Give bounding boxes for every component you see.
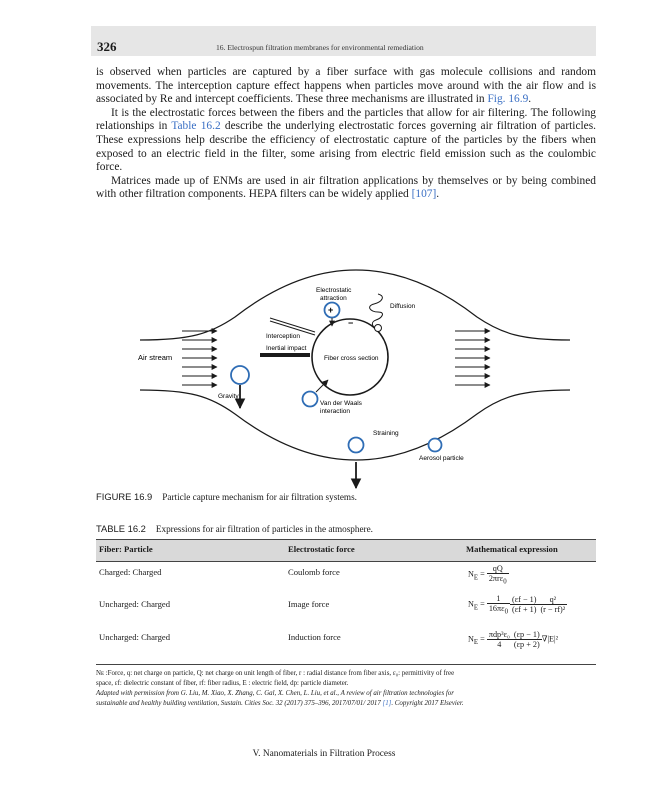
formula-eq: = [478, 569, 487, 579]
table-header-pair: Fiber: Particle [99, 544, 153, 554]
fraction-right-denominator: (r − rf)² [540, 605, 566, 615]
formula-lhs: N [468, 599, 474, 609]
table-note-line-3: Adapted with permission from G. Liu, M. Xiao, X. Zhang, C. Gal, X. Chen, L. Liu, et al., A review of air filtration technologies for [96, 690, 454, 697]
aerosol-particle [429, 439, 442, 452]
fraction-denominator-base: 16πε [488, 604, 505, 613]
formula-image [468, 594, 567, 616]
fraction-middle [512, 630, 542, 649]
table-caption-text: Expressions for air filtration of particles in the atmosphere. [155, 524, 373, 534]
label-vdw-2: interaction [320, 408, 350, 415]
paragraph-3-end: . [436, 188, 440, 201]
paragraph-2-text-b: describe the underlying electrostatic forces governing air filtration of particles. These expressions help describe the efficiency of electrostatic capture of the particles by the fibers when exposed to an electric field in the filter, some arising from electric field emission such as the coulombic force. [96, 120, 597, 174]
label-aerosol: Aerosol particle [419, 455, 464, 462]
fraction [487, 564, 509, 586]
paragraph-3 [96, 175, 596, 202]
table-note-line-2: space, εf: dielectric constant of fiber, rf: fiber radius, E : electric field, dp: particle diameter. [96, 680, 349, 687]
figure-caption [96, 491, 357, 502]
formula-lhs-sub: E [473, 574, 479, 582]
table-row-3-pair: Uncharged: Charged [99, 632, 171, 642]
fraction-middle-numerator: (εp − 1) [513, 630, 540, 639]
table-row-3-force: Induction force [288, 632, 341, 642]
fraction-right-numerator: q² [538, 595, 567, 605]
fraction-numerator: πdp³ε₀ [488, 630, 510, 639]
table-row-2-force: Image force [288, 599, 330, 609]
figure-link[interactable]: Fig. 16.9 [487, 93, 529, 106]
paragraph-1-end: . [528, 93, 532, 106]
running-head: 16. Electrospun filtration membranes for environmental remediation [216, 43, 424, 52]
interception-line [270, 318, 315, 332]
table-note [96, 669, 596, 709]
fraction-denominator-sub: 0 [503, 578, 507, 586]
table-link[interactable]: Table 16.2 [171, 120, 221, 133]
diffusion-particle [375, 325, 382, 332]
formula-induction [468, 630, 558, 649]
fraction-denominator [487, 604, 510, 616]
formula-lhs-sub: E [473, 604, 479, 612]
section-footer: V. Nanomaterials in Filtration Process [252, 749, 396, 759]
table-caption [96, 523, 373, 534]
table-header-force: Electrostatic force [288, 544, 355, 554]
fraction [487, 594, 510, 616]
label-attraction: attraction [320, 295, 347, 302]
table-row-2-pair: Uncharged: Charged [99, 599, 171, 609]
label-air-stream: Air stream [138, 353, 173, 362]
formula-lhs: N [468, 569, 474, 579]
label-electrostatic: Electrostatic [316, 287, 352, 294]
left-arrows [182, 331, 217, 385]
formula-lhs-sub: E [473, 639, 479, 647]
formula-eq: = [478, 634, 487, 644]
table-bottom-rule [96, 664, 596, 665]
label-interception: Interception [266, 333, 300, 340]
label-plus: + [328, 305, 334, 315]
fraction-denominator-base: 2πrε [488, 574, 504, 583]
table-header-expression: Mathematical expression [466, 544, 558, 554]
formula-lhs: N [468, 634, 474, 644]
label-minus: − [348, 318, 354, 328]
right-arrows [455, 331, 490, 385]
fraction-middle-numerator: (εf − 1) [512, 595, 537, 605]
table-row-1-force: Coulomb force [288, 567, 340, 577]
fraction-denominator: 4 [497, 640, 502, 649]
body-text [96, 66, 596, 202]
fraction-denominator-sub: 0 [504, 608, 508, 616]
label-diffusion: Diffusion [390, 303, 416, 310]
formula-coulomb [468, 564, 509, 586]
note-reference-link[interactable]: [1] [382, 700, 392, 707]
fraction [487, 630, 512, 649]
paragraph-3-text: Matrices made up of ENMs are used in air filtration applications by themselves or by being combined with other filtration components. HEPA filters can be widely applied [96, 174, 596, 201]
figure-caption-label: FIGURE 16.9 [96, 491, 153, 502]
paragraph-2 [96, 107, 596, 175]
figure-caption-text: Particle capture mechanism for air filtration systems. [162, 492, 357, 502]
vdw-particle [303, 392, 318, 407]
straining-particle [349, 438, 364, 453]
formula-tail: ∇|E|² [541, 634, 559, 644]
reference-link[interactable]: [107] [411, 188, 437, 201]
fraction-denominator [487, 574, 509, 586]
paragraph-1 [96, 66, 596, 107]
fraction-numerator: qQ [487, 564, 509, 574]
formula-eq: = [478, 599, 487, 609]
label-gravity: Gravity [218, 393, 239, 400]
diffusion-path [370, 294, 383, 328]
paragraph-2-text-a: It is the electrostatic forces between the fibers and the particles that allow for air filtering. The following relationships in [96, 106, 596, 133]
table-note-line-4-text: sustainable and healthy building ventilation, Sustain. Cities Soc. 32 (2017) 375–396, 2017/07/01/ 2017 [96, 700, 383, 707]
fraction-right [538, 595, 567, 614]
table-note-line-4 [96, 699, 596, 709]
gravity-particle [231, 366, 249, 384]
fraction-middle [510, 595, 538, 614]
paragraph-1-text: is observed when particles are captured by a fiber surface with gas molecule collisions and random movements. The interception capture effect happens when particles move around with the air flow and is associated by Re and intercept coefficients. These three mechanisms are illustrated in [96, 66, 596, 106]
filtration-diagram [120, 262, 590, 494]
label-inertial: Inertial impact [266, 345, 307, 352]
table-note-line-1: Nᴇ :Force, q: net charge on particle, Q: net charge on unit length of fiber, r : radial distance from fiber axis, ε₀: permittivity of free [96, 670, 455, 677]
label-fiber: Fiber cross section [324, 355, 379, 362]
label-vdw-1: Van der Waals [320, 400, 362, 407]
fraction-middle-denominator: (εp + 2) [513, 640, 540, 649]
table-caption-label: TABLE 16.2 [96, 523, 146, 534]
label-straining: Straining [373, 430, 399, 437]
table-note-line-4-end: . Copyright 2017 Elsevier. [391, 700, 464, 707]
page-number: 326 [97, 39, 117, 54]
fraction-middle-denominator: (εf + 1) [512, 605, 537, 615]
fraction-numerator: 1 [487, 594, 510, 604]
table-row-1-pair: Charged: Charged [99, 567, 162, 577]
